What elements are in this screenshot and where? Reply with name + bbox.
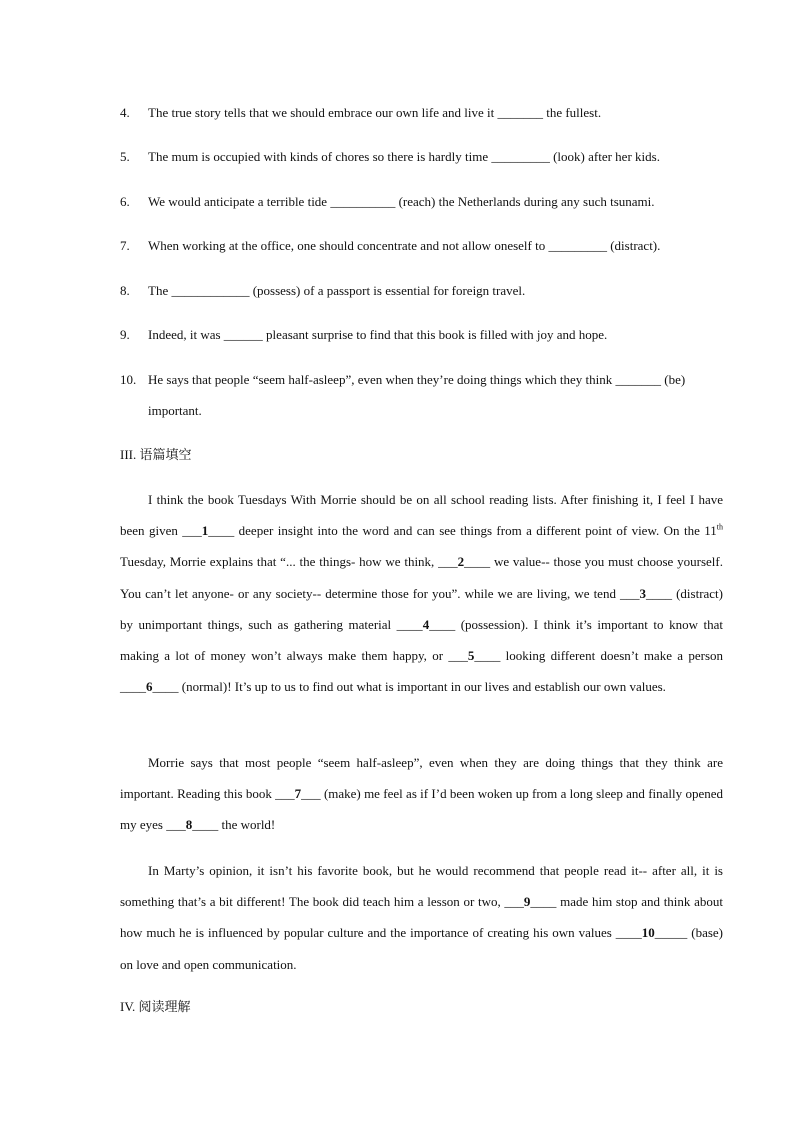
- blank-number: 3: [639, 585, 647, 601]
- passage-paragraph-2: [120, 747, 723, 841]
- passage-text: ____ (normal)! It’s up to us to find out what is important in our lives and establish our own values.: [152, 679, 666, 695]
- passage-text: ___ (make) me feel as if I’d been woken up from a long sleep and finally opened my eyes ___: [120, 786, 723, 833]
- question-text: We would anticipate a terrible tide __________ (reach) the Netherlands during any such tsunami.: [148, 194, 655, 209]
- passage-text: Tuesday, Morrie explains that “... the things- how we think, ___: [120, 554, 458, 570]
- question-number: 9.: [120, 327, 130, 342]
- blank-number: 1: [201, 523, 209, 539]
- section-title-cloze: III. 语篇填空: [120, 447, 192, 462]
- passage-text: ____ the world!: [192, 817, 276, 833]
- passage-text: ____ (distract) by unimportant things, such as gathering material ____: [120, 585, 724, 632]
- passage-text: _____ (base) on love and open communication.: [120, 925, 723, 972]
- passage-paragraph-1: [120, 484, 723, 702]
- blank-number: 6: [146, 679, 153, 695]
- question-number: 10.: [120, 372, 137, 387]
- question-text: The true story tells that we should embrace our own life and live it _______ the fullest.: [148, 105, 602, 120]
- blank-number: 5: [467, 648, 475, 664]
- question-number: 4.: [120, 105, 130, 120]
- question-text: When working at the office, one should concentrate and not allow oneself to _________ (distract).: [148, 238, 661, 253]
- passage-text: I think the book Tuesdays With Morrie should be on all school reading lists. After finishing it, I feel I have been given ___: [120, 492, 723, 539]
- passage-text: ____ (possession). I think it’s important to know that making a lot of money won’t always make them happy, or ___: [120, 616, 724, 664]
- blank-number: 8: [185, 817, 193, 833]
- blank-number: 7: [294, 786, 302, 802]
- passage-text: ____ deeper insight into the word and can see things from a different point of view. On the 11: [208, 523, 717, 539]
- question-5: [120, 141, 728, 172]
- question-8: [120, 275, 728, 306]
- section-title-reading: IV. 阅读理解: [120, 999, 191, 1014]
- question-6: [120, 186, 728, 217]
- question-text: The ____________ (possess) of a passport is essential for foreign travel.: [148, 283, 526, 298]
- question-number: 7.: [120, 238, 130, 253]
- question-9: [120, 319, 728, 350]
- question-text: He says that people “seem half-asleep”, even when they’re doing things which they think _______ (be) important.: [148, 372, 686, 418]
- question-number: 5.: [120, 149, 130, 164]
- passage-text: ____ looking different doesn’t make a person ____: [120, 648, 723, 695]
- passage-text: In Marty’s opinion, it isn’t his favorite book, but he would recommend that people read it-- after all, it is something that’s a bit different! The book did teach him a lesson or two, ___: [120, 863, 723, 910]
- question-7: [120, 230, 728, 261]
- question-number: 6.: [120, 194, 130, 209]
- question-text: Indeed, it was ______ pleasant surprise to find that this book is filled with joy and hope.: [148, 327, 608, 342]
- question-text: The mum is occupied with kinds of chores so there is hardly time _________ (look) after her kids.: [148, 149, 660, 164]
- blank-number: 9: [523, 894, 531, 910]
- passage-paragraph-3: [120, 855, 723, 980]
- ordinal-suffix: th: [716, 522, 724, 532]
- question-10: [120, 364, 728, 426]
- question-number: 8.: [120, 283, 130, 298]
- passage-text: ____ we value-- those you must choose yourself. You can’t let anyone- or any society-- determine those for you”. while we are living, we tend ___: [120, 554, 723, 601]
- passage-text: ____ made him stop and think about how much he is influenced by popular culture and the importance of creating his own values ____: [120, 894, 723, 941]
- passage-text: Morrie says that most people “seem half-asleep”, even when they are doing things that they think are important. Reading this book ___: [120, 755, 723, 802]
- blank-number: 10: [641, 925, 655, 941]
- blank-number: 4: [422, 616, 430, 632]
- blank-number: 2: [457, 554, 465, 570]
- question-4: [120, 97, 728, 128]
